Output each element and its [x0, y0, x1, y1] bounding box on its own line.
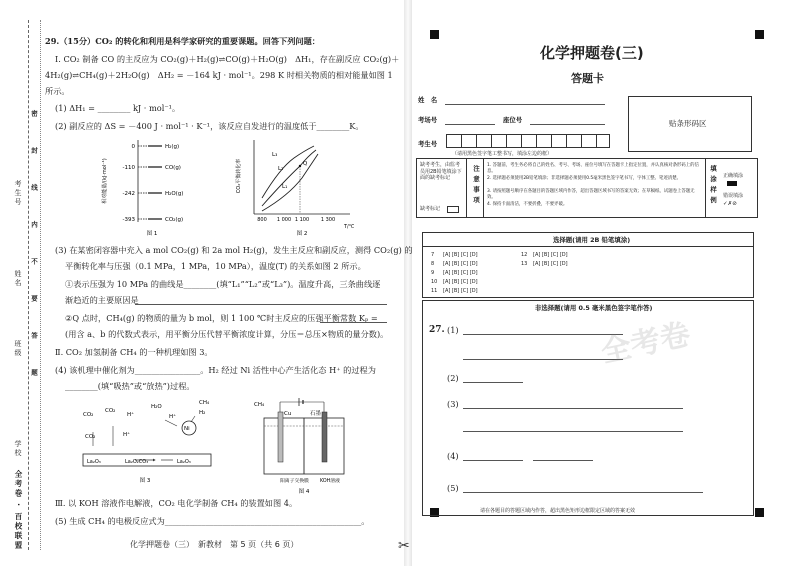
anchor-mark-tl: [430, 30, 439, 39]
notes-title: 注意事项: [472, 165, 480, 207]
fig3-label-12: La₂O₃: [177, 459, 191, 465]
fig3-label-10: La₂O₃: [87, 459, 101, 465]
scissors-icon: ✂: [398, 538, 410, 554]
sub-item-3: (3): [447, 399, 459, 409]
figure-3-mechanism: [65, 396, 225, 488]
q3-sub2b: (用含 a、b 的代数式表示，用平衡分压代替平衡浓度计算，分压＝总压×物质的量分数)。: [65, 329, 389, 339]
anchor-mark-br: [755, 508, 764, 517]
mc-row-q: 8: [431, 261, 435, 267]
mc-row-opts[interactable]: [A] [B] [C] [D]: [533, 252, 568, 258]
q3-sub1: ①表示压强为 10 MPa 的曲线是________(填“L₁”“L₂”或“L₃”)。温度升高，三条曲线逐: [65, 279, 381, 289]
mc-title: 选择题(请用 2B 铅笔填涂): [553, 236, 631, 244]
answer-line-5[interactable]: [463, 492, 703, 493]
sub-item-2: (2): [447, 373, 459, 383]
note-2: 2. 选择题必须使用2B铅笔填涂；非选择题必须使用0.5毫米黑色签字笔书写，字体工整、笔迹清楚。: [487, 176, 682, 181]
margin-seal-text: 密 封 线 内 不 要 答 题: [30, 110, 38, 388]
fig2-label-l3: L₃: [272, 152, 278, 158]
name-label: 姓 名: [418, 96, 438, 104]
absent-checkbox[interactable]: [447, 206, 459, 213]
part1-line3: 所示。: [45, 86, 70, 96]
fig3-label-3: H₂O: [151, 404, 162, 410]
q4-line1: (4) 该机理中催化剂为________________。H₂ 经过 Ni 活性中心产生活化态 H⁺ 的过程为: [55, 365, 376, 375]
note-4: 4. 保持卡面清洁，不要折叠，不要弄破。: [487, 202, 568, 207]
barcode-area: [628, 96, 752, 152]
absent-note: 缺考考生，由监考员用2B铅笔填涂下面的缺考标记: [420, 162, 462, 181]
seal-line-inner: [40, 20, 41, 550]
absent-block: [417, 159, 467, 217]
fig1-val-3: -393: [122, 217, 135, 223]
mc-row-opts[interactable]: [A] [B] [C] [D]: [533, 261, 568, 267]
fig2-ylabel: CO₂平衡转化率: [236, 158, 242, 194]
q3-kp-line: [320, 322, 387, 323]
mc-row-opts[interactable]: [A] [B] [C] [D]: [443, 252, 478, 258]
fill-ok-sample: [727, 181, 737, 186]
fig2-label-l2: L₂: [278, 166, 284, 172]
fig2-curve-l1: [262, 154, 318, 211]
figure-1-energy: [100, 136, 220, 238]
q4-line2: ________(填“吸热”或“放热”)过程。: [65, 381, 195, 391]
seat-label: 座位号: [503, 116, 523, 124]
fig1-val-1: -110: [122, 165, 135, 171]
q3-line1: (3) 在某密闭容器中充入 a mol CO₂(g) 和 2a mol H₂(g)，发生主反应和副反应，测得 CO₂(g) 的: [55, 245, 413, 255]
mc-row-q: 12: [521, 252, 528, 258]
fig2-xtick-0: 800: [257, 217, 267, 223]
fig1-val-2: -242: [122, 191, 135, 197]
fill-bad-sample: ✓✗⊘: [723, 201, 737, 207]
figure-4-cell: [250, 396, 360, 496]
fig4-label-2: 石墨: [310, 411, 322, 417]
fig3-label-7: H⁺: [123, 432, 131, 438]
fig2-xtick-3: 1 300: [320, 217, 336, 223]
fig4-caption: 图 4: [298, 489, 310, 495]
part1-line1: Ⅰ. CO₂ 制备 CO 的主反应为 CO₂(g)＋H₂(g)⇌CO(g)＋H₂O(g) ΔH₁，存在副反应 CO₂(g)＋: [55, 54, 400, 64]
absent-mark-label: 缺考标记: [420, 206, 441, 212]
watermark: 全考卷: [598, 316, 694, 370]
fig3-label-9: Ni: [184, 426, 190, 432]
mc-row-q: 13: [521, 261, 528, 267]
fill-sample-title: 填涂样例: [709, 165, 717, 207]
fig3-label-6: CO₂: [85, 434, 96, 440]
mc-row-q: 11: [431, 288, 438, 294]
fig1-ylabel: 相对能量/(kJ·mol⁻¹): [102, 158, 108, 204]
fig2-xtick-2: 1 100: [294, 217, 310, 223]
student-id-label: 考生号: [418, 140, 438, 148]
answer-line-3[interactable]: [463, 408, 683, 409]
fig1-val-0: 0: [131, 144, 135, 150]
fig3-label-0: CO₂: [83, 412, 94, 418]
fill-ok-label: 正确填涂: [723, 173, 744, 179]
q1: (1) ΔH₁ = ________ kJ · mol⁻¹。: [55, 103, 181, 113]
fig3-caption: 图 3: [139, 478, 151, 484]
fig4-label-3: 阳离子交换膜: [280, 479, 309, 484]
fig3-label-11: La₂O₂CO₃: [125, 459, 149, 465]
fig4-cu-electrode: [278, 412, 283, 462]
q3-sub1b: 渐趋近的主要原因是: [65, 295, 139, 305]
q3-answer-line: [135, 304, 387, 305]
mc-row-opts[interactable]: [A] [B] [C] [D]: [443, 288, 478, 294]
mc-row-opts[interactable]: [A] [B] [C] [D]: [443, 261, 478, 267]
fig2-label-l1: L₁: [282, 184, 288, 190]
mc-row-q: 7: [431, 252, 435, 258]
fig3-label-2: H⁺: [127, 412, 135, 418]
card-subtitle: 答题卡: [571, 72, 604, 85]
fig1-species-3: CO₂(g): [165, 217, 184, 223]
q3-sub2: ②Q 点时，CH₄(g) 的物质的量为 b mol，则 1 100 ℃时主反应的压强平衡常数 Kₚ =: [65, 313, 378, 323]
barcode-label: 贴条形码区: [669, 119, 707, 128]
mc-row-opts[interactable]: [A] [B] [C] [D]: [443, 270, 478, 276]
name-input[interactable]: [445, 104, 605, 105]
mc-row-q: 9: [431, 270, 435, 276]
anchor-mark-tr: [755, 30, 764, 39]
seal-line-outer: [28, 20, 29, 550]
fig4-graphite-electrode: [322, 412, 327, 462]
nonmc-title: 非选择题(请用 0.5 毫米黑色签字笔作答): [535, 304, 653, 312]
fig2-xtick-1: 1 000: [276, 217, 292, 223]
answer-line-3b[interactable]: [463, 431, 683, 432]
fig2-xlabel: T/℃: [344, 224, 355, 230]
student-id-hint: （请用黑色签字笔工整书写，填涂左边的框）: [452, 151, 553, 157]
part3: Ⅲ. 以 KOH 溶液作电解液，CO₂ 电化学制备 CH₄ 的装置如图 4。: [55, 498, 298, 508]
fig2-caption: 图 2: [296, 231, 308, 237]
notes-box: [416, 158, 758, 218]
margin-class: 班级: [14, 340, 22, 358]
fig2-curve-l2: [262, 150, 316, 206]
margin-exam-no: 考生号: [14, 180, 22, 207]
answer-line-2[interactable]: [463, 382, 523, 383]
q27-label: 27.: [429, 325, 445, 335]
q5: (5) 生成 CH₄ 的电极反应式为________________________________________________。: [55, 516, 370, 526]
margin-brand: 全考卷 · 百校联盟: [14, 470, 23, 551]
mc-row-q: 10: [431, 279, 438, 285]
fig4-label-0: CH₄: [254, 402, 265, 408]
fig4-label-1: Cu: [284, 411, 292, 417]
mc-row-opts[interactable]: [A] [B] [C] [D]: [443, 279, 478, 285]
exam-room-input[interactable]: [445, 124, 495, 125]
fig4-label-4: KOH溶液: [320, 479, 340, 484]
page-fold: [404, 0, 412, 566]
fig3-label-8: H⁺: [169, 414, 177, 420]
figure-2-conversion: [232, 136, 362, 238]
q29-head: 29.（15分）CO₂ 的转化和利用是科学家研究的重要课题。回答下列问题：: [45, 36, 320, 46]
fig1-species-1: CO(g): [165, 165, 181, 171]
q3-line2: 平衡转化率与压强（0.1 MPa，1 MPa，10 MPa），温度(T) 的关系如图 2 所示。: [65, 261, 366, 271]
note-3: 3. 请按照题号顺序在各题目的答题区域内作答，超出答题区域书写的答案无效；在草稿纸、试题卷上答题无效。: [487, 189, 695, 200]
answer-line-4[interactable]: [463, 460, 523, 461]
fig1-species-0: H₂(g): [165, 144, 180, 150]
fig3-label-5: H₂: [199, 410, 206, 416]
sub-item-1: (1): [447, 325, 459, 335]
mc-section: [422, 232, 754, 298]
exam-room-label: 考场号: [418, 116, 438, 124]
bottom-note: 请在各题目的答题区域内作答，超出黑色矩形边框限定区域的答案无效: [480, 508, 636, 514]
student-id-boxes[interactable]: [446, 134, 610, 148]
sub-item-5: (5): [447, 483, 459, 493]
q2: (2) 副反应的 ΔS = －400 J · mol⁻¹ · K⁻¹，该反应自发进行的温度低于________K。: [55, 121, 364, 131]
margin-school: 学校: [14, 440, 22, 458]
fig2-label-q: Q: [303, 161, 308, 167]
fig2-point-q: [299, 165, 301, 167]
sub-item-4: (4): [447, 451, 459, 461]
fig3-label-4: CH₄: [199, 400, 210, 406]
answer-section: [422, 300, 754, 516]
seat-input[interactable]: [530, 124, 605, 125]
part1-line2: 4H₂(g)⇌CH₄(g)＋2H₂O(g) ΔH₂ = －164 kJ · mol⁻¹。298 K 时相关物质的相对能量如图 1: [45, 70, 393, 80]
card-title: 化学押题卷(三): [540, 44, 644, 62]
fig1-caption: 图 1: [146, 231, 158, 237]
answer-line-4b[interactable]: [533, 460, 593, 461]
fill-bad-label: 错误填涂: [723, 193, 744, 199]
answer-line-1b[interactable]: [463, 359, 623, 360]
part2: Ⅱ. CO₂ 加氢制备 CH₄ 的一种机理如图 3。: [55, 347, 213, 357]
margin-name: 姓名: [14, 270, 22, 288]
left-footer: 化学押题卷（三） 新教材 第 5 页（共 6 页）: [130, 540, 299, 549]
note-1: 1. 答题前，考生务必将自己的姓名、考号、考场、座位号填写在答题卡上指定位置，并认真核对条形码上的信息。: [487, 163, 699, 174]
fig3-label-1: CO₂: [105, 408, 116, 414]
fig1-species-2: H₂O(g): [165, 191, 184, 197]
